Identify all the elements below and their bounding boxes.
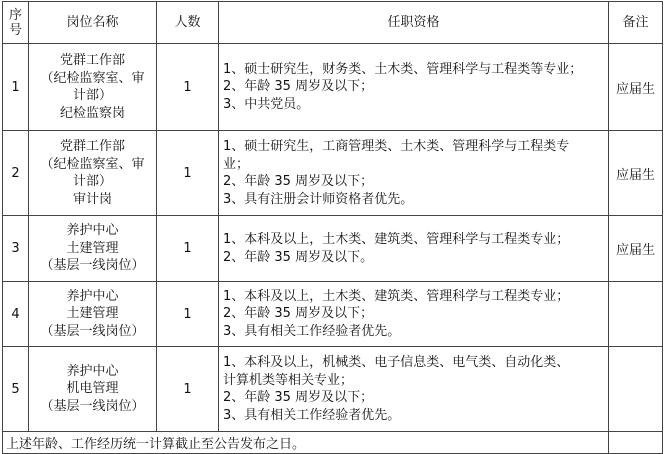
row-remark [609, 282, 663, 347]
header-remark: 备注 [609, 2, 663, 44]
row-position [29, 347, 157, 432]
row-requirements [219, 44, 609, 131]
row-seq: 5 [3, 347, 29, 432]
position-line: 审计岗 [72, 191, 112, 207]
header-position: 岗位名称 [29, 2, 157, 44]
requirement-line: 1、本科及以上，土木类、建筑类、管理科学与工程类专业； [223, 288, 570, 304]
position-line: （纪检监察室、审 [40, 70, 145, 86]
row-seq: 2 [3, 131, 29, 216]
position-line: （基层一线岗位） [40, 398, 145, 414]
row-count: 1 [157, 347, 219, 432]
header-row [3, 2, 663, 44]
recruitment-table [2, 1, 663, 454]
table-row [3, 282, 663, 347]
position-line: 养护中心 [66, 288, 119, 304]
position-line: （基层一线岗位） [40, 323, 145, 339]
row-count: 1 [157, 131, 219, 216]
requirement-line: 3、具有注册会计师资格者优先。 [223, 191, 414, 207]
row-requirements [219, 131, 609, 216]
row-requirements [219, 347, 609, 432]
position-line: 养护中心 [66, 363, 119, 379]
row-count: 1 [157, 216, 219, 282]
header-qualification: 任职资格 [219, 2, 609, 44]
row-position [29, 44, 157, 131]
row-remark: 应届生 [609, 216, 663, 282]
row-seq: 3 [3, 216, 29, 282]
requirement-line: 1、硕士研究生，财务类、土木类、管理科学与工程类等专业； [223, 61, 583, 77]
header-count: 人数 [157, 2, 219, 44]
row-seq: 4 [3, 282, 29, 347]
position-line: 党群工作部 [59, 139, 125, 154]
requirement-line: 3、具有相关工作经验者优先。 [223, 323, 401, 339]
row-remark: 应届生 [609, 44, 663, 131]
requirement-line: 2、年龄 35 周岁及以下； [223, 306, 374, 322]
requirement-line: 3、具有相关工作经验者优先。 [223, 407, 401, 423]
position-line: 土建管理 [66, 306, 119, 322]
requirement-line: 3、中共党员。 [223, 96, 310, 112]
position-line: 党群工作部 [59, 53, 125, 68]
table-row [3, 131, 663, 216]
requirement-line: 1、硕士研究生，工商管理类、土木类、管理科学与工程类专 [223, 139, 570, 154]
footer-remark-cell [609, 432, 663, 454]
table-row [3, 216, 663, 282]
position-line: 土建管理 [66, 240, 119, 256]
requirement-line: 2、年龄 35 周岁及以下； [223, 390, 374, 405]
row-remark: 应届生 [609, 131, 663, 216]
position-line: 养护中心 [66, 223, 119, 239]
requirement-line: 计算机类等相关专业； [223, 372, 354, 388]
position-line: 机电管理 [66, 381, 119, 397]
row-requirements [219, 282, 609, 347]
header-seq [3, 2, 29, 44]
row-count: 1 [157, 44, 219, 131]
footer-note: 上述年龄、工作经历统一计算截止至公告发布之日。 [3, 432, 609, 454]
table-row [3, 347, 663, 432]
position-line: 计部） [72, 88, 112, 103]
position-line: （纪检监察室、审 [40, 156, 145, 172]
table-row [3, 44, 663, 131]
row-seq: 1 [3, 44, 29, 131]
row-position [29, 282, 157, 347]
position-line: （基层一线岗位） [40, 258, 145, 274]
requirement-line: 1、本科及以上，土木类、建筑类、管理科学与工程类专业； [223, 232, 570, 247]
row-requirements [219, 216, 609, 282]
row-remark [609, 347, 663, 432]
requirement-line: 1、本科及以上，机械类、电子信息类、电气类、自动化类、 [223, 355, 570, 370]
row-position [29, 131, 157, 216]
requirement-line: 业； [223, 156, 250, 172]
row-position [29, 216, 157, 282]
header-seq-char-1: 序 [8, 7, 22, 23]
position-line: 计部） [72, 174, 112, 189]
requirement-line: 2、年龄 35 周岁及以下。 [223, 249, 374, 265]
requirement-line: 2、年龄 35 周岁及以下； [223, 174, 374, 189]
footer-row [3, 432, 663, 454]
header-seq-char-2: 号 [8, 22, 22, 38]
requirement-line: 2、年龄 35 周岁及以下； [223, 79, 374, 95]
position-line: 纪检监察岗 [59, 105, 125, 121]
row-count: 1 [157, 282, 219, 347]
